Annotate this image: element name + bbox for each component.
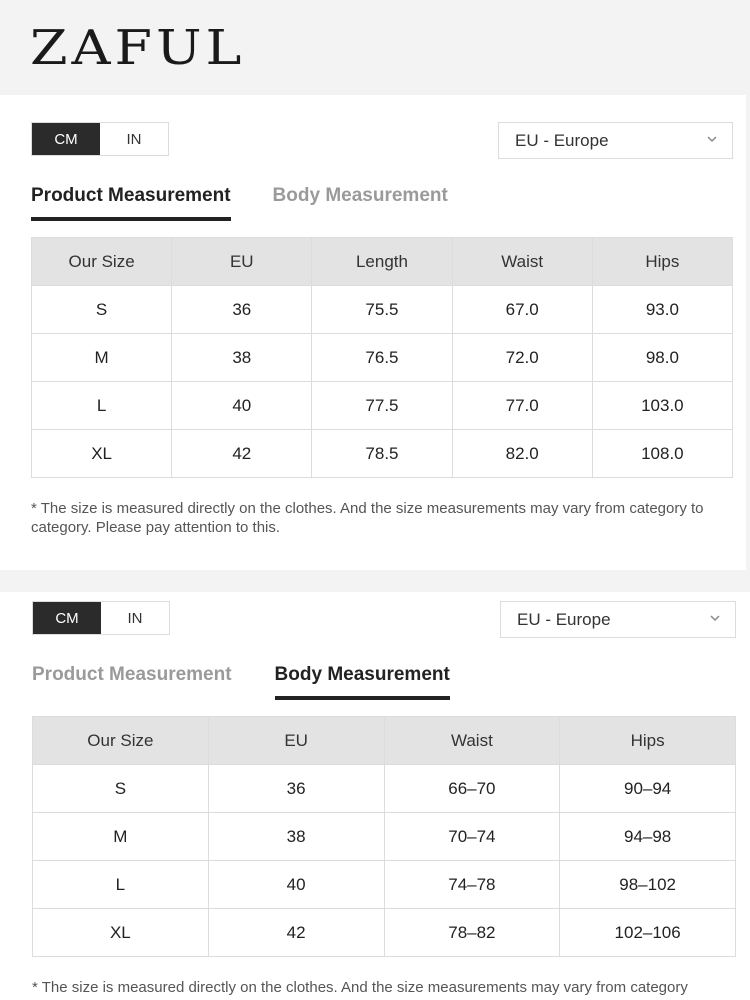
unit-toggle <box>31 122 169 156</box>
column-header: Our Size <box>33 717 209 765</box>
table-cell: 36 <box>172 286 312 334</box>
column-header: Length <box>312 238 452 286</box>
table-row <box>33 813 736 861</box>
table-cell: 72.0 <box>452 334 592 382</box>
table-row <box>33 765 736 813</box>
size-note: * The size is measured directly on the clothes. And the size measurements may vary from category <box>32 979 688 996</box>
tab-product-measurement[interactable]: Product Measurement <box>32 664 232 685</box>
region-select[interactable] <box>498 122 733 159</box>
product-measurement-panel <box>0 95 746 570</box>
table-cell: 90–94 <box>560 765 736 813</box>
unit-in-button[interactable]: IN <box>127 609 143 627</box>
column-header: Our Size <box>32 238 172 286</box>
zaful-logo[interactable]: ZAFUL <box>30 20 246 76</box>
table-cell: S <box>32 286 172 334</box>
table-cell: 40 <box>172 382 312 430</box>
measurement-tabs <box>32 664 450 700</box>
tab-body-measurement[interactable]: Body Measurement <box>272 185 448 206</box>
body-size-table <box>32 716 736 957</box>
column-header: Hips <box>592 238 732 286</box>
brand-header <box>0 0 750 95</box>
table-cell: 77.0 <box>452 382 592 430</box>
table-cell: 76.5 <box>312 334 452 382</box>
table-cell: 98–102 <box>560 861 736 909</box>
unit-cm-button[interactable]: CM <box>33 602 101 634</box>
table-cell: S <box>33 765 209 813</box>
column-header: Waist <box>384 717 560 765</box>
table-cell: 38 <box>172 334 312 382</box>
size-note: * The size is measured directly on the clothes. And the size measurements may vary from category to category. Please pay attention to this. <box>31 500 704 536</box>
unit-cm-button[interactable]: CM <box>32 123 100 155</box>
table-cell: 108.0 <box>592 430 732 478</box>
table-cell: 38 <box>208 813 384 861</box>
body-measurement-panel <box>0 592 750 1000</box>
table-row <box>32 334 733 382</box>
table-cell: M <box>32 334 172 382</box>
chevron-down-icon <box>709 612 721 624</box>
chevron-down-icon <box>706 133 718 145</box>
region-select-value: EU - Europe <box>517 609 611 629</box>
table-cell: 77.5 <box>312 382 452 430</box>
table-cell: 74–78 <box>384 861 560 909</box>
table-cell: 42 <box>208 909 384 957</box>
table-cell: 103.0 <box>592 382 732 430</box>
tab-product-measurement[interactable]: Product Measurement <box>31 185 231 221</box>
table-cell: 42 <box>172 430 312 478</box>
table-cell: 67.0 <box>452 286 592 334</box>
table-cell: 82.0 <box>452 430 592 478</box>
table-cell: 40 <box>208 861 384 909</box>
table-cell: 102–106 <box>560 909 736 957</box>
product-size-table <box>31 237 733 478</box>
table-cell: 66–70 <box>384 765 560 813</box>
column-header: EU <box>208 717 384 765</box>
table-row <box>32 286 733 334</box>
table-cell: 78–82 <box>384 909 560 957</box>
table-row <box>32 430 733 478</box>
column-header: Waist <box>452 238 592 286</box>
table-cell: L <box>33 861 209 909</box>
table-cell: M <box>33 813 209 861</box>
column-header: Hips <box>560 717 736 765</box>
region-select-value: EU - Europe <box>515 130 609 150</box>
table-cell: 75.5 <box>312 286 452 334</box>
unit-toggle <box>32 601 170 635</box>
table-cell: 70–74 <box>384 813 560 861</box>
table-row <box>33 861 736 909</box>
table-cell: XL <box>32 430 172 478</box>
unit-in-button[interactable]: IN <box>126 130 142 148</box>
table-cell: 36 <box>208 765 384 813</box>
table-cell: 98.0 <box>592 334 732 382</box>
column-header: EU <box>172 238 312 286</box>
table-cell: 94–98 <box>560 813 736 861</box>
region-select[interactable] <box>500 601 736 638</box>
table-cell: XL <box>33 909 209 957</box>
table-header-row <box>33 717 736 765</box>
measurement-tabs <box>31 185 448 221</box>
table-cell: L <box>32 382 172 430</box>
table-row <box>33 909 736 957</box>
table-cell: 78.5 <box>312 430 452 478</box>
table-row <box>32 382 733 430</box>
table-header-row <box>32 238 733 286</box>
table-cell: 93.0 <box>592 286 732 334</box>
tab-body-measurement[interactable]: Body Measurement <box>275 664 450 700</box>
